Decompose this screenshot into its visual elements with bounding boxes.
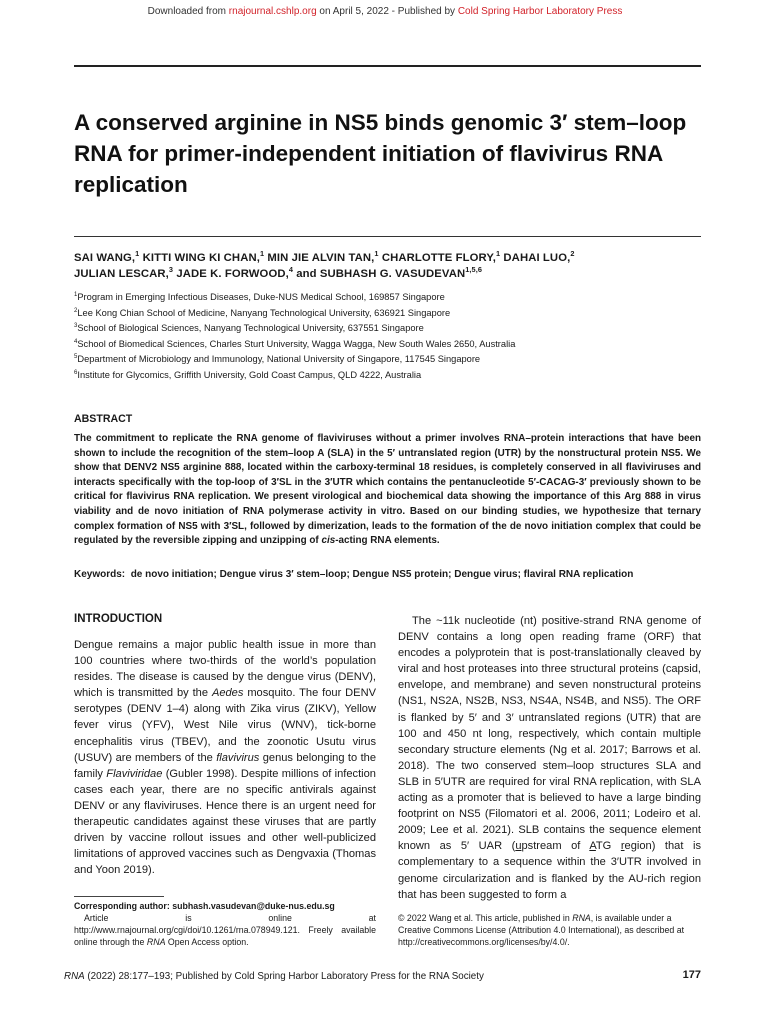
- footnote-rule: [74, 896, 164, 897]
- title-rule: [74, 236, 701, 237]
- publisher-link[interactable]: Cold Spring Harbor Laboratory Press: [457, 6, 623, 17]
- affiliation: $^4$School of Biomedical Sciences, Charles Sturt University, Wagga Wagga, New South Wales 2650, Australia: [74, 338, 516, 349]
- article-online-note: Article is online at http://www.rnajournal.org/cgi/doi/10.1261/rna.078949.121. Freely available online through the RNA Open Access option.: [74, 913, 376, 947]
- author-list: [74, 250, 714, 282]
- affiliation: $^1$Program in Emerging Infectious Diseases, Duke-NUS Medical School, 169857 Singapore: [74, 291, 445, 302]
- introduction-left-column: Dengue remains a major public health issue in more than 100 countries where two-thirds of the world’s population resides. The disease is caused by the dengue virus (DENV), which is transmitted by the Aedes mosquito. The four DENV serotypes (DENV 1–4) along with Zika virus (ZIKV), Yellow fever virus (YFV), West Nile virus (WNV), tick-borne encephalitis virus (TBEV), and the zoonotic Usutu virus (USUV) are members of the flavivirus genus belonging to the family Flaviviridae (Gubler 1998). Despite millions of infection cases each year, there are no specific antivirals against DENV or any flaviviruses. Hence there is an urgent need for therapeutic candidates against these viruses that are partly driven by vaccine rollout issues and other well-publicized limitations of approved vaccines such as Dengvaxia (Thomas and Yoon 2019).: [74, 639, 376, 877]
- author: CHARLOTTE FLORY,$^1$: [378, 249, 501, 264]
- keywords-list: de novo initiation; Dengue virus 3′ stem–loop; Dengue NS5 protein; Dengue virus; flaviral RNA replication: [130, 569, 634, 580]
- author: SAI WANG,$^1$: [74, 249, 140, 264]
- license-note: © 2022 Wang et al. This article, published in RNA, is available under a Creative Commons License (Attribution 4.0 International), as described at http://creativecommons.org/licenses/by/4.0/.: [398, 913, 685, 947]
- corresponding-author: Corresponding author: subhash.vasudevan@duke-nus.edu.sg: [74, 901, 335, 911]
- author: JADE K. FORWOOD,$^4$: [173, 265, 294, 280]
- footer-citation: (2022) 28:177–193; Published by Cold Spring Harbor Laboratory Press for the RNA Society: [84, 971, 484, 982]
- corresponding-author-note: [74, 900, 376, 948]
- download-banner: [0, 6, 770, 17]
- journal-link[interactable]: rnajournal.cshlp.org: [228, 6, 317, 17]
- journal-name: RNA: [64, 971, 85, 982]
- page-footer: [64, 971, 701, 982]
- author: JULIAN LESCAR,$^3$: [74, 265, 174, 280]
- author: KITTI WING KI CHAN,$^1$: [139, 249, 265, 264]
- affiliation: $^3$School of Biological Sciences, Nanyang Technological University, 637551 Singapore: [74, 323, 424, 334]
- introduction-heading: INTRODUCTION: [74, 613, 163, 625]
- page-number: 177: [682, 969, 701, 981]
- downloaded-prefix: Downloaded from: [147, 6, 229, 17]
- article-title: A conserved arginine in NS5 binds genomic 3′ stem–loop RNA for primer-independent initiation of flavivirus RNA replication: [74, 110, 687, 197]
- author: MIN JIE ALVIN TAN,$^1$: [264, 249, 379, 264]
- top-rule: [74, 65, 701, 67]
- author: and SUBHASH G. VASUDEVAN$^{1,5,6}$: [293, 265, 483, 280]
- keywords: [74, 569, 714, 580]
- affiliation: $^2$Lee Kong Chian School of Medicine, Nanyang Technological University, 636921 Singapore: [74, 307, 451, 318]
- author: DAHAI LUO,$^2$: [500, 249, 575, 264]
- keywords-label: Keywords:: [74, 569, 126, 580]
- abstract-text: The commitment to replicate the RNA genome of flaviviruses without a primer involves RNA–protein interactions that have been shown to include the recognition of the stem–loop A (SLA) in the 5′ untranslated region (UTR) by the nonstructural protein NS5. We show that DENV2 NS5 arginine 888, located within the carboxy-terminal 18 residues, is completely conserved in all flaviviruses and interacts specifically with the top-loop of 3′SL in the 3′UTR which contains the pentanucleotide 5′-CACAG-3′ previously shown to be critical for flavivirus RNA replication. We present virological and biochemical data showing the importance of this Arg 888 in virus viability and de novo initiation of RNA polymerase activity in vitro. Based on our binding studies, we hypothesize that ternary complex formation of NS5 with 3′SL, followed by dimerization, leads to the formation of the de novo initiation complex that could be regulated by the reversible zipping and unzipping of cis-acting RNA elements.: [74, 433, 701, 547]
- abstract-heading: ABSTRACT: [74, 413, 133, 425]
- downloaded-middle: on April 5, 2022 - Published by: [316, 6, 458, 17]
- affiliation: $^6$Institute for Glycomics, Griffith University, Gold Coast Campus, QLD 4222, Australia: [74, 369, 422, 380]
- affiliation-list: [74, 290, 694, 384]
- introduction-right-column: The ~11k nucleotide (nt) positive-strand RNA genome of DENV contains a long open reading frame (ORF) that encodes a polyprotein that is post-translationally cleaved by viral and host proteases into three structural proteins (capsid, envelope, and membrane) and seven nonstructural proteins (NS1, NS2A, NS2B, NS3, NS4A, NS4B, and NS5). The ORF is flanked by 5′ and 3′ untranslated regions (UTR) that are 100 and 450 nt long, respectively, which contain multiple secondary structure elements (Ng et al. 2017; Barrows et al. 2018). The two conserved stem–loop structures SLA and SLB in 5′UTR are required for viral RNA replication, with SLA acting as a promoter that is believed to have a large binding footprint on NS5 (Filomatori et al. 2006, 2011; Lodeiro et al. 2009; Lee et al. 2021). SLB contains the sequence element known as 5′ UAR (upstream of ATG region) that is complementary to a sequence within the 3′UTR involved in genome circularization and is flanked by the AU-rich region that has been suggested to form a: [398, 615, 701, 901]
- affiliation: $^5$Department of Microbiology and Immunology, National University of Singapore, 117545 Singapore: [74, 354, 481, 365]
